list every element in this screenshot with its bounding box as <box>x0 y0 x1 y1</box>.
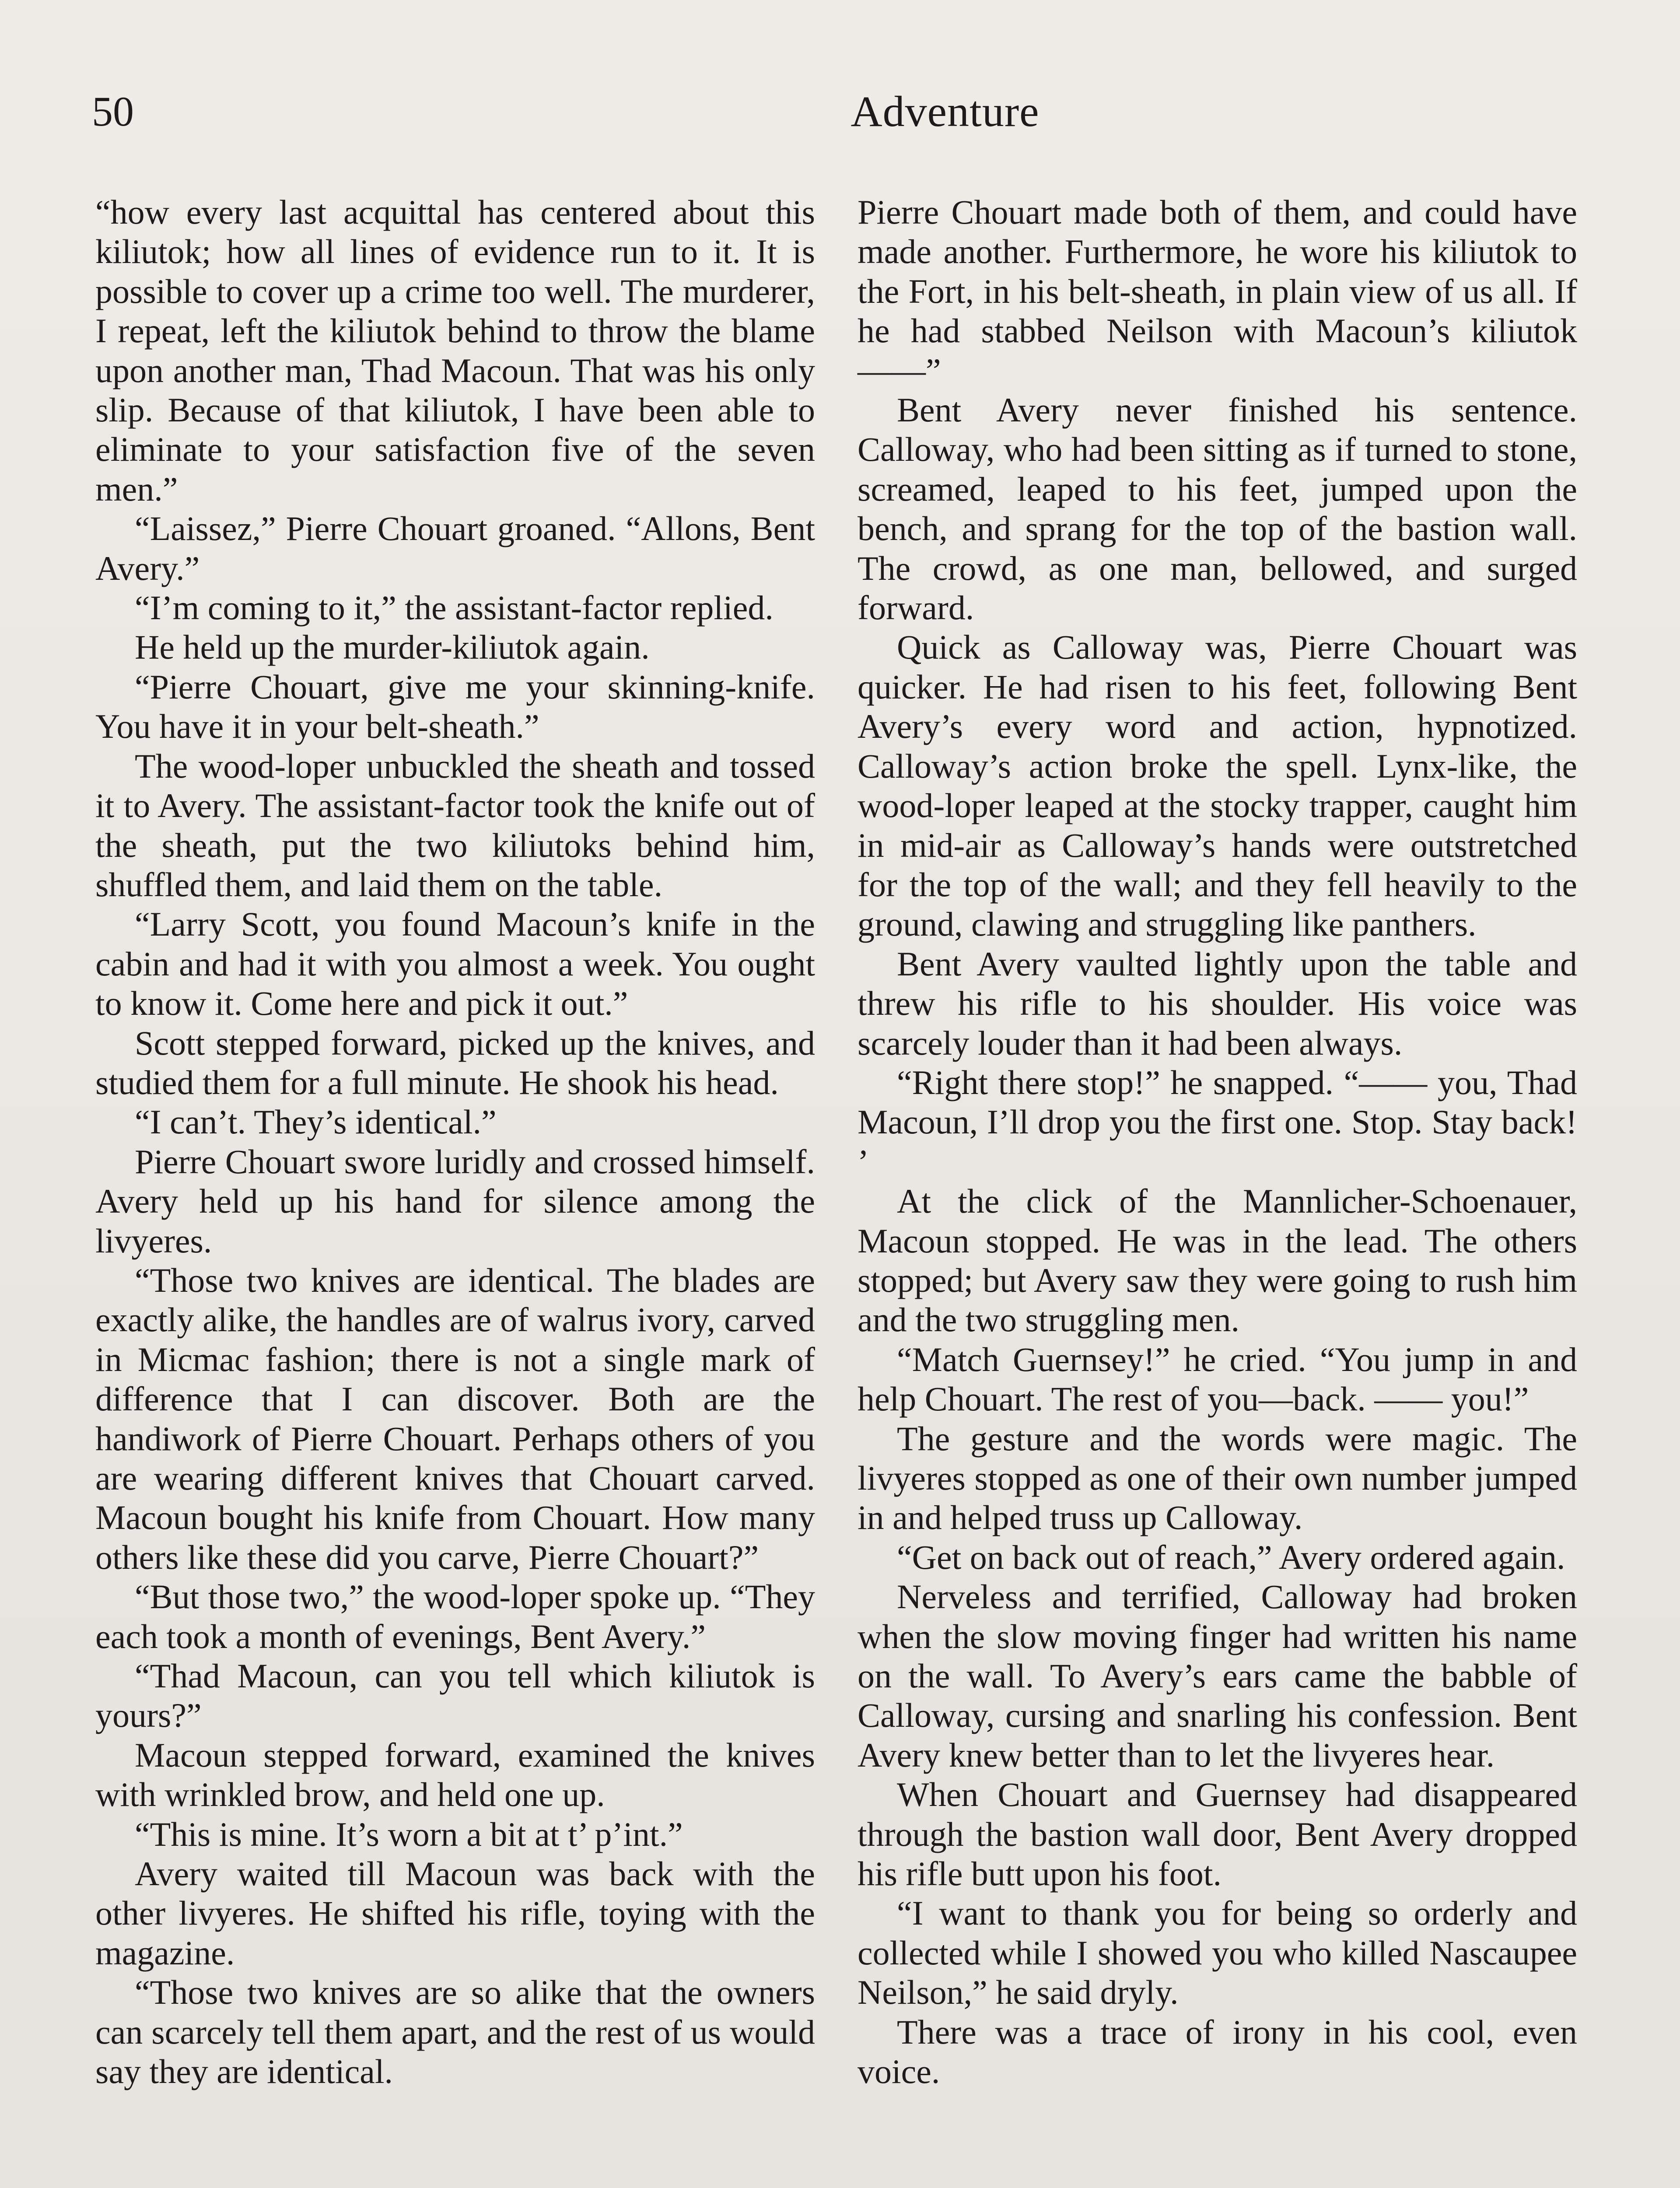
paragraph: “Right there stop!” he snapped. “—— you, Thad Macoun, I’ll drop you the first one. Stop. Stay back! ’ <box>858 1063 1577 1181</box>
paragraph: “Those two knives are identical. The blades are exactly alike, the handles are of walrus ivory, carved in Micmac fashion; there is not a single mark of difference that I can discover. Both are the handiwork of Pierre Chouart. Perhaps others of you are wearing different knives that Chouart carved. Macoun bought his knife from Chouart. How many others like these did you carve, Pierre Chouart?” <box>95 1261 815 1576</box>
paragraph: “Thad Macoun, can you tell which kiliutok is yours?” <box>95 1657 815 1735</box>
paragraph: At the click of the Mannlicher-Schoenauer, Macoun stopped. He was in the lead. The others stopped; but Avery saw they were going to rush him and the two struggling men. <box>858 1182 1577 1339</box>
paragraph: “I want to thank you for being so orderly and collected while I showed you who killed Nascaupee Neilson,” he said dryly. <box>858 1894 1577 2012</box>
paragraph: “Get on back out of reach,” Avery ordered again. <box>897 1538 1565 1576</box>
paragraph: There was a trace of irony in his cool, even voice. <box>858 2013 1577 2091</box>
paragraph: Bent Avery never finished his sentence. Calloway, who had been sitting as if turned to stone, screamed, leaped to his feet, jumped upon the bench, and sprang for the top of the bastion wall. The crowd, as one man, bellowed, and surged forward. <box>858 391 1577 627</box>
paragraph: “I can’t. They’s identical.” <box>135 1103 497 1141</box>
paragraph: Nerveless and terrified, Calloway had broken when the slow moving finger had written his name on the wall. To Avery’s ears came the babble of Calloway, cursing and snarling his confession. Bent Avery knew better than to let the livyeres hear. <box>858 1578 1577 1774</box>
paragraph: Avery waited till Macoun was back with the other livyeres. He shifted his rifle, toying with the magazine. <box>95 1855 815 1972</box>
paragraph: Pierre Chouart swore luridly and crossed himself. Avery held up his hand for silence among the livyeres. <box>95 1142 815 1260</box>
paragraph: “This is mine. It’s worn a bit at t’ p’int.” <box>135 1815 683 1853</box>
left-column <box>95 193 815 2092</box>
paragraph: He held up the murder-kiliutok again. <box>135 628 650 666</box>
paragraph: “Laissez,” Pierre Chouart groaned. “Allons, Bent Avery.” <box>95 509 815 587</box>
paragraph: “Larry Scott, you found Macoun’s knife in the cabin and had it with you almost a week. You ought to know it. Come here and pick it out.” <box>95 905 815 1023</box>
paragraph: “But those two,” the wood-loper spoke up. “They each took a month of evenings, Bent Avery.” <box>95 1578 815 1655</box>
paragraph: “Match Guernsey!” he cried. “You jump in and help Chouart. The rest of you—back. —— you!” <box>858 1340 1577 1418</box>
paragraph: Pierre Chouart made both of them, and could have made another. Furthermore, he wore his kiliutok to the Fort, in his belt-sheath, in plain view of us all. If he had stabbed Neilson with Macoun’s kiliutok——” <box>858 193 1577 389</box>
paragraph: The wood-loper unbuckled the sheath and tossed it to Avery. The assistant-factor took the knife out of the sheath, put the two kiliutoks behind him, shuffled them, and laid them on the table. <box>95 747 815 904</box>
paragraph: Quick as Calloway was, Pierre Chouart was quicker. He had risen to his feet, following Bent Avery’s every word and action, hypnotized. Calloway’s action broke the spell. Lynx-like, the wood-loper leaped at the stocky trapper, caught him in mid-air as Calloway’s hands were outstretched for the top of the wall; and they fell heavily to the ground, clawing and struggling like panthers. <box>858 628 1577 943</box>
paragraph: “Pierre Chouart, give me your skinning-knife. You have it in your belt-sheath.” <box>95 667 815 746</box>
paragraph: Scott stepped forward, picked up the knives, and studied them for a full minute. He shook his head. <box>95 1024 815 1101</box>
paragraph: Bent Avery vaulted lightly upon the table and threw his rifle to his shoulder. His voice was scarcely louder than it had been always. <box>858 944 1577 1062</box>
page-header <box>92 85 1592 147</box>
paragraph: “Those two knives are so alike that the owners can scarcely tell them apart, and the rest of us would say they are identical. <box>95 1973 815 2091</box>
paragraph: “how every last acquittal has centered about this kiliutok; how all lines of evidence run to it. It is possible to cover up a crime too well. The murderer, I repeat, left the kiliutok behind to throw the blame upon another man, Thad Macoun. That was his only slip. Because of that kiliutok, I have been able to eliminate to your satisfaction five of the seven men.” <box>95 193 815 508</box>
paragraph: When Chouart and Guernsey had disappeared through the bastion wall door, Bent Avery dropped his rifle butt upon his foot. <box>858 1775 1577 1893</box>
paragraph: “I’m coming to it,” the assistant-factor replied. <box>135 589 774 627</box>
paragraph: The gesture and the words were magic. The livyeres stopped as one of their own number jumped in and helped truss up Calloway. <box>858 1419 1577 1537</box>
running-title: Adventure <box>850 87 1040 136</box>
page-number: 50 <box>92 88 134 135</box>
paragraph: Macoun stepped forward, examined the knives with wrinkled brow, and held one up. <box>95 1736 815 1814</box>
right-column <box>858 193 1577 2092</box>
